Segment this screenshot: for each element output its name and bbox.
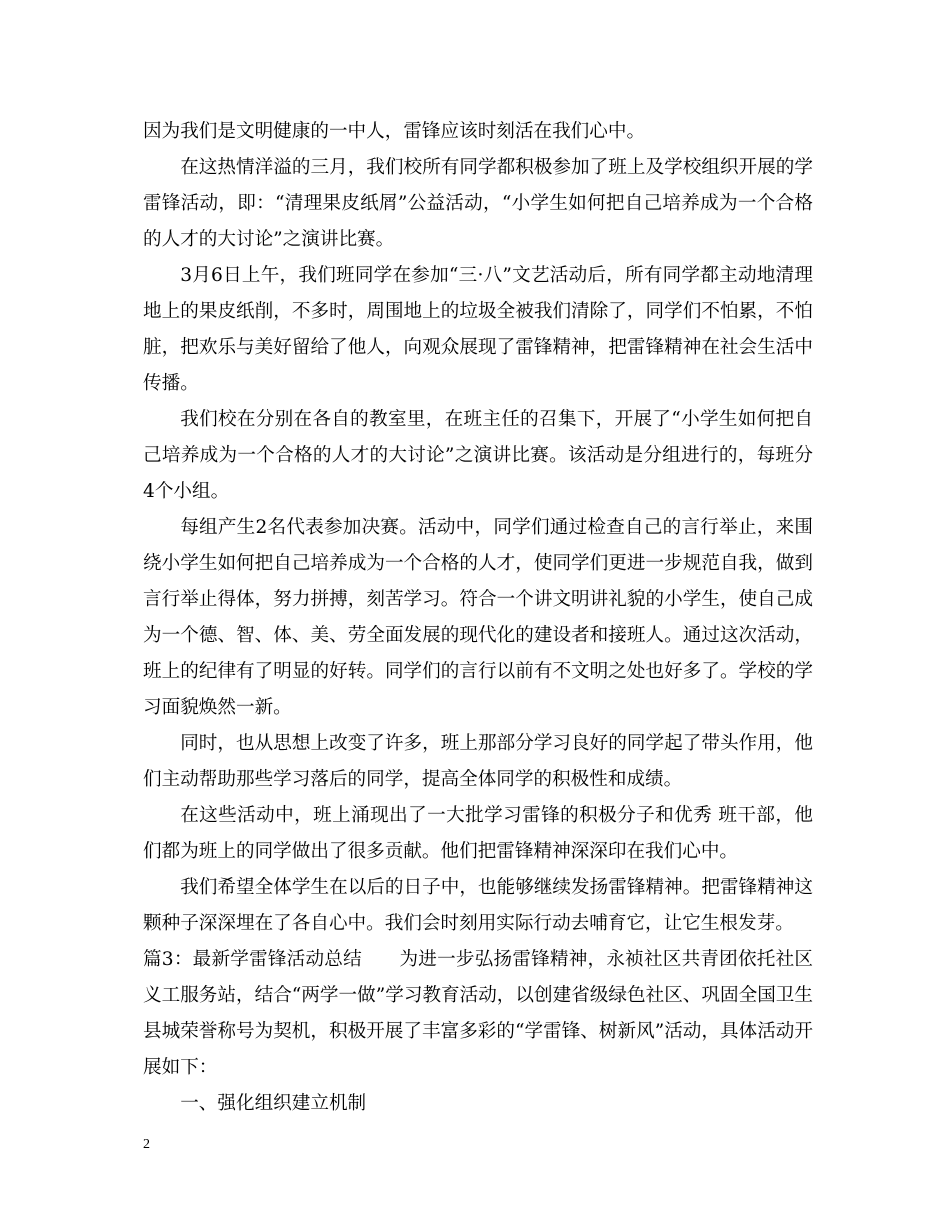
paragraph-2: 在这热情洋溢的三月，我们校所有同学都积极参加了班上及学校组织开展的学雷锋活动，即：“清理果皮纸屑”公益活动，“小学生如何把自己培养成为一个合格的人才的大讨论”之演讲比赛。 [143,157,813,250]
paragraph-3: 3月6日上午，我们班同学在参加“三·八”文艺活动后，所有同学都主动地清理地上的果皮纸削，不多时，周围地上的垃圾全被我们清除了，同学们不怕累，不怕脏，把欢乐与美好留给了他人，向观众展现了雷锋精神，把雷锋精神在社会生活中传播。 [143,265,813,394]
paragraph-9-section-heading: 篇3：最新学雷锋活动总结 为进一步弘扬雷锋精神，永祯社区共青团依托社区义工服务站，结合“两学一做”学习教育活动，以创建省级绿色社区、巩固全国卫生县城荣誉称号为契机，积极开展了丰富多彩的“学雷锋、树新风”活动，具体活动开展如下： [143,949,813,1078]
page-number: 2 [143,1137,150,1152]
paragraph-7: 在这些活动中，班上涌现出了一大批学习雷锋的积极分子和优秀 班干部，他们都为班上的同学做出了很多贡献。他们把雷锋精神深深印在我们心中。 [143,805,813,862]
body-text [143,114,813,1122]
paragraph-1: 因为我们是文明健康的一中人，雷锋应该时刻活在我们心中。 [143,121,646,142]
paragraph-10-subheading: 一、强化组织建立机制 [180,1093,367,1114]
paragraph-5: 每组产生2名代表参加决赛。活动中，同学们通过检查自己的言行举止，来围绕小学生如何把自己培养成为一个合格的人才，使同学们更进一步规范自我，做到言行举止得体，努力拼搏，刻苦学习。符合一个讲文明讲礼貌的小学生，使自己成为一个德、智、体、美、劳全面发展的现代化的建设者和接班人。通过这次活动，班上的纪律有了明显的好转。同学们的言行以前有不文明之处也好多了。学校的学习面貌焕然一新。 [143,517,813,718]
paragraph-6: 同时，也从思想上改变了许多，班上那部分学习良好的同学起了带头作用，他们主动帮助那些学习落后的同学，提高全体同学的积极性和成绩。 [143,733,813,790]
paragraph-8: 我们希望全体学生在以后的日子中，也能够继续发扬雷锋精神。把雷锋精神这颗种子深深埋在了各自心中。我们会时刻用实际行动去哺育它，让它生根发芽。 [143,877,813,934]
paragraph-4: 我们校在分别在各自的教室里，在班主任的召集下，开展了“小学生如何把自己培养成为一个合格的人才的大讨论”之演讲比赛。该活动是分组进行的，每班分4个小组。 [143,409,813,502]
